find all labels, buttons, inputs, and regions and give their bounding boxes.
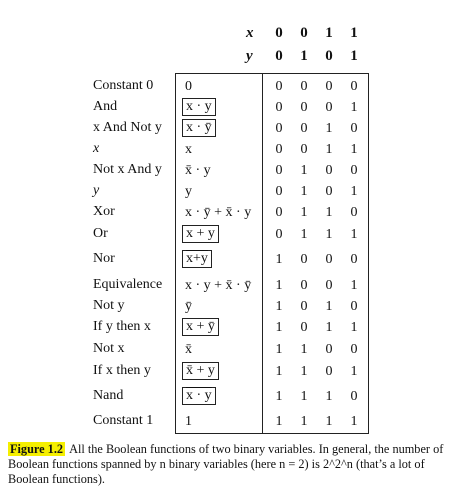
- truth-value: 1: [350, 414, 358, 429]
- function-expression: x · y: [182, 387, 216, 405]
- function-expression: x̄: [185, 342, 192, 357]
- function-name: y: [93, 183, 100, 198]
- truth-value: 0: [350, 163, 358, 178]
- truth-value: 0: [325, 184, 333, 199]
- function-expression: 1: [185, 414, 192, 429]
- function-name: And: [93, 99, 118, 114]
- truth-value: 1: [350, 100, 358, 115]
- truth-value: 0: [350, 121, 358, 136]
- x-value: 1: [350, 25, 358, 41]
- truth-value: 0: [275, 79, 283, 94]
- function-name: Nand: [93, 388, 124, 403]
- truth-value: 0: [275, 163, 283, 178]
- x-value: 0: [300, 25, 308, 41]
- function-expression: x · ȳ + x̄ · y: [185, 205, 252, 220]
- truth-value: 0: [325, 100, 333, 115]
- truth-value: 1: [350, 142, 358, 157]
- truth-value: 0: [300, 121, 308, 136]
- truth-value: 0: [350, 299, 358, 314]
- truth-value: 0: [325, 163, 333, 178]
- function-expression: x̄ · y: [185, 163, 211, 178]
- function-name: Nor: [93, 251, 115, 266]
- y-value: 0: [325, 48, 333, 64]
- truth-value: 0: [275, 227, 283, 242]
- function-expression: x · ȳ: [182, 119, 216, 137]
- truth-value: 0: [325, 278, 333, 293]
- truth-value: 0: [350, 389, 358, 404]
- truth-value: 0: [275, 205, 283, 220]
- truth-value: 1: [275, 414, 283, 429]
- truth-value: 1: [275, 320, 283, 335]
- truth-value: 0: [350, 205, 358, 220]
- function-expression: y: [185, 184, 192, 199]
- x-value: 1: [325, 25, 333, 41]
- truth-value: 0: [275, 142, 283, 157]
- function-name: If y then x: [93, 319, 151, 334]
- y-value: 1: [350, 48, 358, 64]
- truth-value: 1: [350, 227, 358, 242]
- truth-value: 1: [300, 342, 308, 357]
- function-expression: x+y: [182, 250, 212, 268]
- truth-value: 0: [300, 100, 308, 115]
- function-name: x: [93, 141, 100, 156]
- truth-value: 1: [300, 414, 308, 429]
- truth-value: 1: [325, 121, 333, 136]
- truth-value: 1: [300, 163, 308, 178]
- function-name: Or: [93, 226, 108, 241]
- function-expression: ȳ: [185, 299, 192, 314]
- y-variable-label: y: [246, 48, 253, 64]
- truth-value: 0: [350, 79, 358, 94]
- truth-value: 0: [275, 100, 283, 115]
- truth-value: 1: [325, 205, 333, 220]
- truth-value: 0: [275, 121, 283, 136]
- x-variable-label: x: [246, 25, 254, 41]
- truth-value: 0: [275, 184, 283, 199]
- function-name: x And Not y: [93, 120, 162, 135]
- truth-value: 1: [325, 142, 333, 157]
- truth-value: 0: [325, 79, 333, 94]
- function-name: Not y: [93, 298, 125, 313]
- truth-value: 0: [300, 320, 308, 335]
- truth-value: 1: [300, 184, 308, 199]
- truth-value: 1: [325, 299, 333, 314]
- function-expression: x + ȳ: [182, 318, 219, 336]
- function-name: Xor: [93, 204, 115, 219]
- truth-value: 1: [325, 227, 333, 242]
- truth-value: 0: [300, 142, 308, 157]
- truth-value: 0: [325, 364, 333, 379]
- function-name: Not x: [93, 341, 125, 356]
- truth-value: 1: [275, 252, 283, 267]
- truth-value: 1: [300, 389, 308, 404]
- truth-value: 1: [300, 205, 308, 220]
- function-expression: x: [185, 142, 192, 157]
- truth-value: 1: [350, 364, 358, 379]
- x-value: 0: [275, 25, 283, 41]
- function-expression: x + y: [182, 225, 219, 243]
- function-name: Constant 1: [93, 413, 154, 428]
- function-name: Constant 0: [93, 78, 154, 93]
- column-divider: [262, 74, 263, 433]
- truth-value: 1: [350, 320, 358, 335]
- caption-text: All the Boolean functions of two binary variables. In general, the number of Boolean functions spanned by n binary variables (here n = 2) is 2^2^n (that’s a lot of Boolean functions).: [8, 442, 444, 486]
- truth-value: 1: [300, 364, 308, 379]
- truth-value: 0: [350, 252, 358, 267]
- figure-tag: Figure 1.2: [10, 442, 64, 456]
- truth-value: 0: [300, 252, 308, 267]
- function-name: Equivalence: [93, 277, 163, 292]
- truth-value: 1: [275, 299, 283, 314]
- function-expression: x · y + x̄ · ȳ: [185, 278, 252, 293]
- truth-value: 1: [275, 342, 283, 357]
- truth-value: 1: [350, 184, 358, 199]
- function-name: If x then y: [93, 363, 151, 378]
- truth-value: 1: [325, 414, 333, 429]
- truth-value: 0: [350, 342, 358, 357]
- function-name: Not x And y: [93, 162, 162, 177]
- figure-caption: [8, 442, 468, 487]
- function-expression: 0: [185, 79, 192, 94]
- truth-value: 1: [275, 278, 283, 293]
- truth-value: 1: [325, 389, 333, 404]
- truth-value: 1: [300, 227, 308, 242]
- truth-value: 0: [300, 79, 308, 94]
- y-value: 1: [300, 48, 308, 64]
- truth-value: 1: [325, 320, 333, 335]
- truth-value: 1: [275, 364, 283, 379]
- truth-value: 0: [300, 278, 308, 293]
- truth-value: 1: [350, 278, 358, 293]
- truth-value: 1: [275, 389, 283, 404]
- y-value: 0: [275, 48, 283, 64]
- truth-table: [175, 73, 369, 434]
- truth-value: 0: [300, 299, 308, 314]
- function-expression: x̄ + y: [182, 362, 219, 380]
- function-expression: x · y: [182, 98, 216, 116]
- truth-value: 0: [325, 252, 333, 267]
- truth-value: 0: [325, 342, 333, 357]
